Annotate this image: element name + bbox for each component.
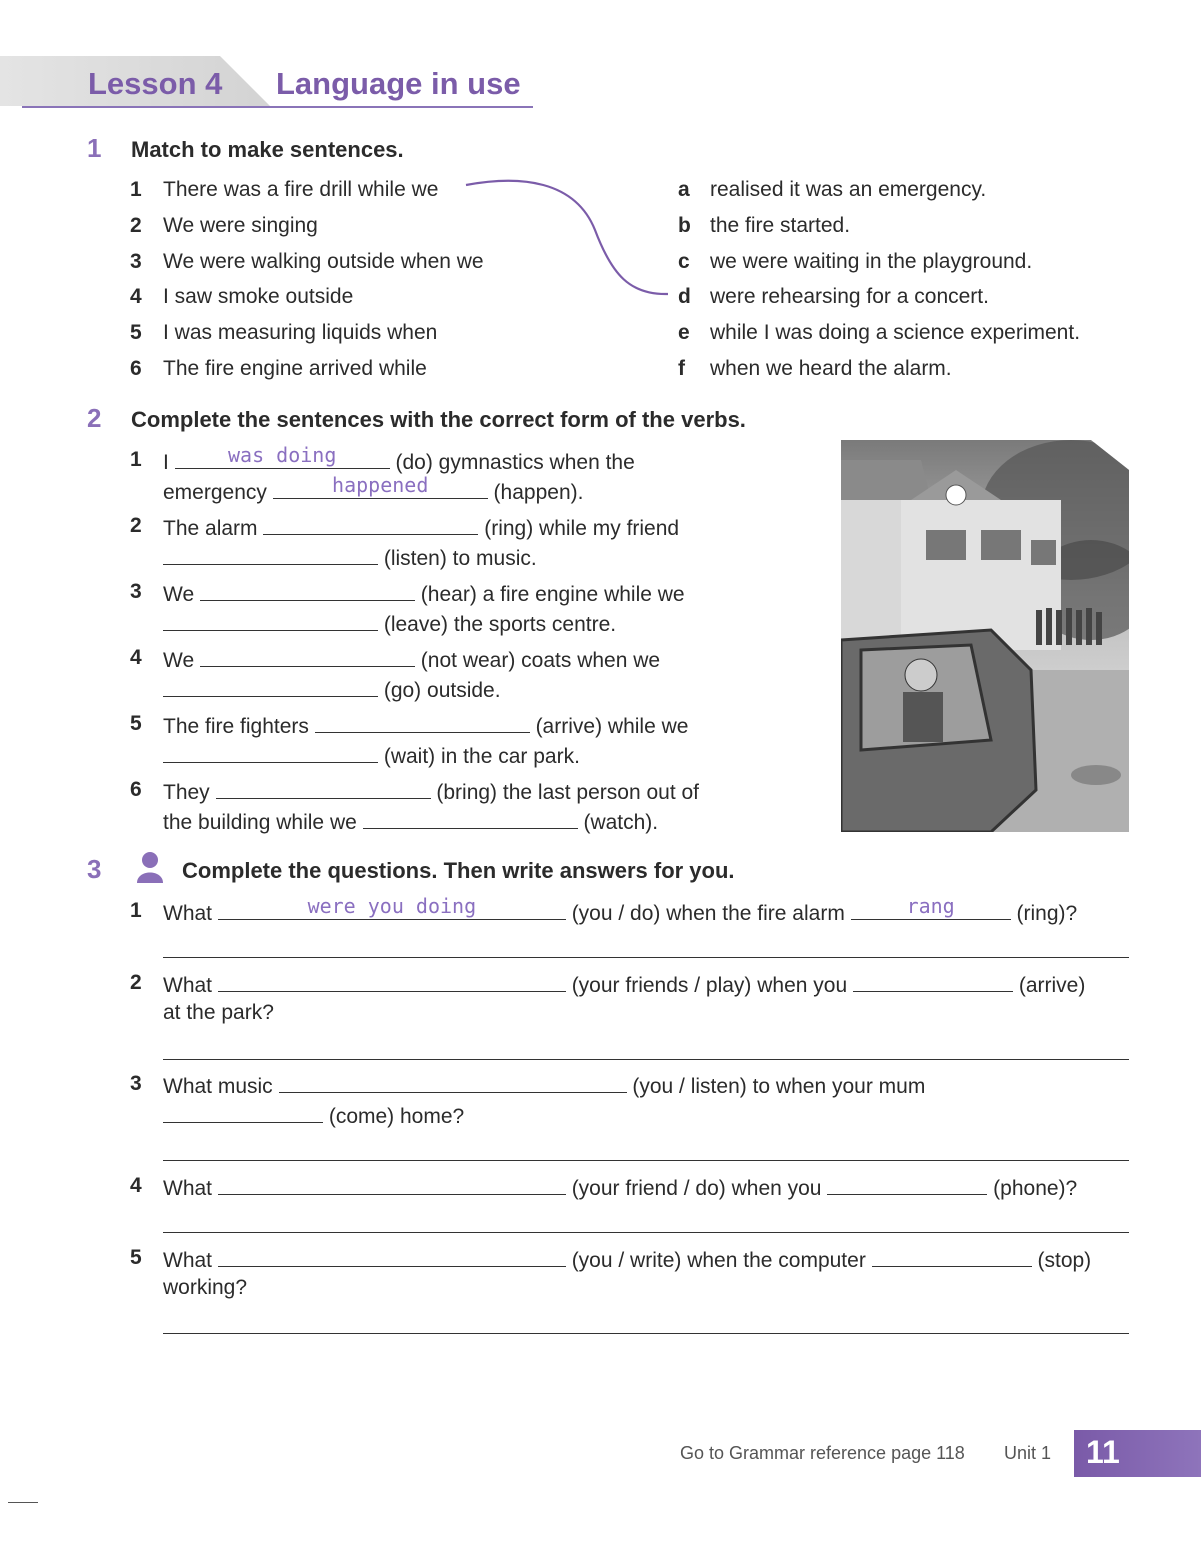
answer-blank[interactable] (851, 894, 1011, 920)
answer-writing-line[interactable] (163, 957, 1129, 958)
sentence-text: The alarm (163, 517, 264, 540)
exercise-2-instruction: Complete the sentences with the correct form of the verbs. (131, 407, 746, 432)
sentence-text: (bring) the last person out of (430, 781, 700, 804)
item-number: 2 (130, 514, 142, 537)
answer-blank[interactable] (218, 1174, 566, 1195)
answer-blank[interactable] (827, 1174, 987, 1195)
fire-drill-illustration (841, 440, 1129, 832)
answer-blank[interactable] (163, 544, 378, 565)
sentence-text: What (163, 1177, 218, 1200)
answer-blank[interactable] (175, 443, 390, 469)
answer-blank[interactable] (263, 514, 478, 535)
right-item-letter: a (678, 178, 690, 201)
sentence-text: What (163, 1249, 218, 1272)
sentence-text: The fire fighters (163, 715, 315, 738)
sentence-text: (hear) a fire engine while we (414, 583, 685, 606)
page-title: Language in use (276, 66, 521, 101)
answer-blank[interactable] (315, 712, 530, 733)
sentence-text: What music (163, 1075, 279, 1098)
item-number: 1 (130, 899, 142, 922)
sentence-text: What (163, 902, 218, 925)
sentence-line (163, 676, 501, 703)
sentence-line (163, 778, 699, 805)
sentence-text: (go) outside. (378, 679, 501, 702)
left-item-text: I was measuring liquids when (163, 321, 438, 345)
sentence-text: emergency (163, 481, 273, 504)
left-item-text: We were singing (163, 213, 318, 237)
answer-blank[interactable] (218, 894, 566, 920)
sentence-text: (ring) while my friend (478, 517, 680, 540)
answer-blank[interactable] (163, 742, 378, 763)
left-item-number: 4 (130, 285, 142, 309)
answer-blank[interactable] (200, 646, 415, 667)
answer-blank[interactable] (279, 1072, 627, 1093)
exercise-1-number: 1 (87, 133, 102, 163)
sentence-text: (phone)? (987, 1177, 1078, 1200)
sentence-line (163, 1174, 1077, 1201)
grammar-reference: Go to Grammar reference page 118 (680, 1443, 965, 1463)
answer-writing-line[interactable] (163, 1059, 1129, 1060)
sentence-text: (not wear) coats when we (414, 649, 661, 672)
right-item-letter: c (678, 249, 690, 273)
left-item-text: The fire engine arrived while (163, 357, 427, 380)
right-item-text: the fire started. (710, 213, 851, 237)
sentence-text: We (163, 583, 200, 606)
item-number: 5 (130, 1246, 142, 1269)
right-item-text: while I was doing a science experiment. (710, 321, 1081, 345)
answer-blank[interactable] (363, 808, 578, 829)
answer-blank[interactable] (163, 1102, 323, 1123)
answer-blank[interactable] (872, 1246, 1032, 1267)
item-number: 6 (130, 778, 142, 801)
answer-writing-line[interactable] (163, 1232, 1129, 1233)
answer-blank[interactable] (273, 473, 488, 499)
item-number: 4 (130, 646, 142, 669)
sentence-line (163, 443, 635, 475)
right-item-text: we were waiting in the playground. (710, 249, 1033, 273)
item-number: 5 (130, 712, 142, 735)
sentence-line (163, 610, 616, 637)
sentence-text: We (163, 649, 200, 672)
sentence-text: (do) gymnastics when the (389, 451, 635, 474)
answer-blank[interactable] (200, 580, 415, 601)
sentence-text: (arrive) (1013, 974, 1086, 997)
left-item-number: 5 (130, 321, 142, 345)
item-number: 2 (130, 971, 142, 994)
sentence-line (163, 580, 685, 607)
sentence-text: (listen) to music. (378, 547, 537, 570)
right-item-text: when we heard the alarm. (710, 357, 952, 380)
sentence-line (163, 1102, 464, 1129)
handwritten-answer: happened (332, 473, 429, 497)
right-item-letter: b (678, 213, 691, 237)
sentence-line (163, 971, 1085, 998)
sentence-text: (stop) (1031, 1249, 1092, 1272)
sentence-line (163, 544, 537, 571)
left-item-number: 1 (130, 178, 142, 201)
sentence-line (163, 1276, 247, 1300)
sentence-line (163, 473, 584, 505)
exercise-2-number: 2 (87, 403, 102, 433)
sentence-text: They (163, 781, 216, 804)
sentence-line (163, 514, 679, 541)
right-item-letter: d (678, 285, 691, 309)
sentence-line (163, 1001, 274, 1025)
exercise-1-instruction: Match to make sentences. (131, 137, 404, 162)
left-item-text: We were walking outside when we (163, 249, 484, 273)
page-number: 11 (1086, 1434, 1120, 1470)
answer-writing-line[interactable] (163, 1333, 1129, 1334)
sentence-text: (you / listen) to when your mum (626, 1075, 926, 1098)
answer-blank[interactable] (216, 778, 431, 799)
left-item-number: 3 (130, 249, 142, 273)
left-item-text: I saw smoke outside (163, 285, 354, 309)
answer-blank[interactable] (853, 971, 1013, 992)
right-item-letter: e (678, 321, 690, 345)
crop-mark (8, 1502, 38, 1503)
sentence-line (163, 894, 1078, 926)
exercise-3-number: 3 (87, 854, 102, 884)
answer-blank[interactable] (218, 971, 566, 992)
left-item-number: 2 (130, 213, 142, 237)
sentence-line (163, 742, 580, 769)
item-number: 1 (130, 448, 142, 471)
left-item-number: 6 (130, 357, 142, 380)
left-item-text: There was a fire drill while we (163, 178, 439, 201)
sentence-text: (ring)? (1010, 902, 1078, 925)
sentence-text: I (163, 451, 175, 474)
answer-writing-line[interactable] (163, 1160, 1129, 1161)
sentence-text: (your friends / play) when you (565, 974, 853, 997)
sentence-text: (your friend / do) when you (565, 1177, 828, 1200)
item-number: 4 (130, 1174, 142, 1197)
sentence-text: (watch). (577, 811, 659, 834)
match-line (0, 0, 1201, 400)
item-number: 3 (130, 580, 142, 603)
sentence-text: (leave) the sports centre. (378, 613, 617, 636)
exercise-3-instruction: Complete the questions. Then write answers for you. (182, 858, 735, 883)
illustration-drawing (841, 440, 1129, 832)
sentence-text: (arrive) while we (529, 715, 689, 738)
sentence-line (163, 808, 658, 835)
sentence-text: (you / do) when the fire alarm (565, 902, 851, 925)
handwritten-answer: were you doing (307, 894, 477, 918)
item-number: 3 (130, 1072, 142, 1095)
handwritten-answer: was doing (227, 443, 337, 467)
answer-blank[interactable] (218, 1246, 566, 1267)
sentence-line (163, 1072, 925, 1099)
sentence-line (163, 646, 660, 673)
lesson-label: Lesson 4 (88, 66, 223, 101)
sentence-text: working? (163, 1276, 248, 1299)
handwritten-answer: rang (906, 894, 955, 918)
right-item-text: were rehearsing for a concert. (710, 285, 989, 309)
sentence-text: (happen). (487, 481, 584, 504)
right-item-text: realised it was an emergency. (710, 178, 987, 201)
sentence-text: (wait) in the car park. (378, 745, 580, 768)
sentence-text: (come) home? (323, 1105, 465, 1128)
answer-blank[interactable] (163, 610, 378, 631)
right-item-letter: f (678, 357, 685, 380)
sentence-line (163, 712, 688, 739)
sentence-text: What (163, 974, 218, 997)
sentence-text: the building while we (163, 811, 363, 834)
unit-label: Unit 1 (1004, 1443, 1052, 1463)
answer-blank[interactable] (163, 676, 378, 697)
sentence-text: at the park? (163, 1001, 274, 1024)
sentence-text: (you / write) when the computer (565, 1249, 872, 1272)
sentence-line (163, 1246, 1091, 1273)
person-icon (136, 851, 164, 883)
